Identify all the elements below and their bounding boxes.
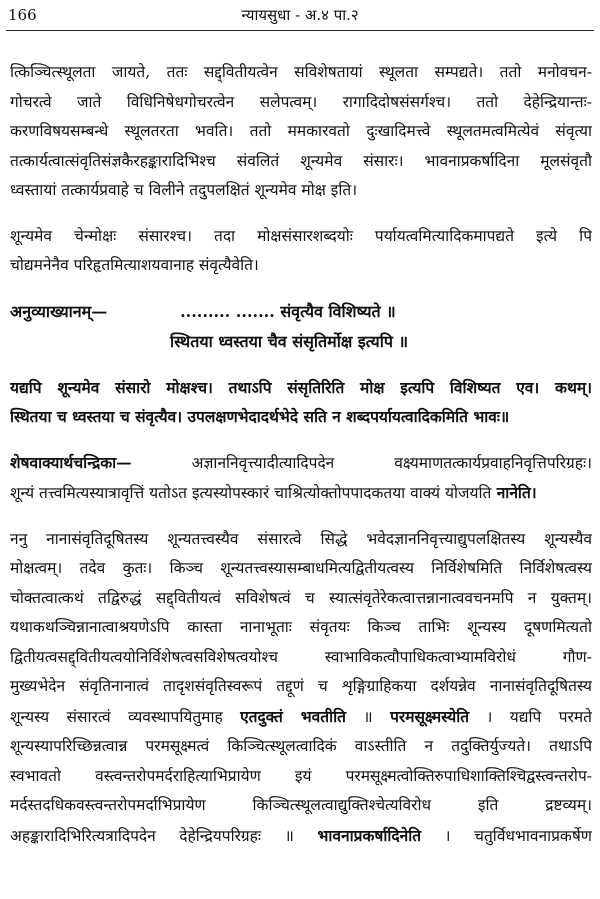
text-line: गोचरत्वे जाते विधिनिषेधगोचरत्वेन सलेपत्वम्। रागादिदोषसंसर्गश्च। ततो देहेन्द्रियान्तः- <box>10 92 592 111</box>
text-line: चोक्तत्वात्कथं तद्विरुद्धं सद्द्वितीयत्वं सविशेषत्वं च स्यात्संवृतेरेकत्वात्तन्नानात्ववचनमपि न युक्तम्। <box>10 588 592 607</box>
running-header <box>8 2 592 28</box>
text-span-bold: भावनाप्रकर्षादिनेति <box>317 825 422 845</box>
text-line: यथाकथञ्चिन्नानात्वाश्रयणेऽपि कास्ता नानाभूताः संवृतयः किञ्च ताभिः शून्यस्य दूषणमित्यतो <box>10 618 592 636</box>
text-line <box>10 478 592 509</box>
text-line: ननु नानासंवृतिदूषितस्य शून्यतत्त्वस्यैव संसारत्वे सिद्धे भवेदज्ञाननिवृत्त्याद्युपलक्षितस्य शून्यस्यैव <box>10 529 592 548</box>
text-line: स्थितया च ध्वस्तया च संवृत्यैव। उपलक्षणभेदादर्थभेदे सति न शब्दपर्यायत्वादिकमिति भावः॥ <box>10 407 510 426</box>
text-span-bold: नानेति। <box>491 483 537 502</box>
page-number: 166 <box>8 6 37 24</box>
text-span-bold: एतदुक्तं भवतीति <box>240 706 346 726</box>
text-line: चोद्यमनेनैव परिहृतमित्याशयवानाह संवृत्यैवेति। <box>10 256 259 274</box>
text-line: करणविषयसम्बन्धे स्थूलतरता भवति। ततो ममकारवतो दुःखादिमत्त्वे स्थूलतमत्वमित्येवं संवृत्या <box>10 122 592 140</box>
running-title: न्यायसुधा - अ.४ पा.२ <box>241 6 359 24</box>
paragraph-explanation <box>10 373 592 432</box>
anuvyakhyana-verse <box>10 297 592 357</box>
text-span: शून्यं तत्त्वमित्यस्यात्रावृत्तिं यतोऽत इत्यस्योपस्कारं चाश्रित्योक्तोपपादकतया वाक्यं योजयति <box>10 484 492 502</box>
verse-label: अनुव्याख्यानम्— <box>10 301 108 321</box>
paragraph-commentary-1 <box>10 58 592 206</box>
paragraph-sheshavakyartha <box>10 448 592 509</box>
text-line: मुख्यभेदेन संवृतिनानात्वं तादृशसंवृतिस्वरूपं तद्दूणं च शृङ्गिग्राहिकया दर्शयन्नेव नानासंवृतिदूषितस्य <box>10 677 592 695</box>
paragraph-commentary-2 <box>10 525 592 852</box>
text-line: शून्यमेव चेन्मोक्षः संसारश्च। तदा मोक्षसंसारशब्दयोः पर्यायत्वमित्यादिकमापद्यते इत्ये पि <box>10 226 592 245</box>
verse-line-1: ......... ....... संवृत्यैव विशिष्यते ॥ <box>180 301 396 321</box>
verse-row-1 <box>10 297 592 327</box>
text-line: मर्दस्तदधिकवस्त्वन्तरोपमर्दाभिप्रायेण किञ्चित्स्थूलत्वाद्युक्तिश्चेत्यविरोध इति द्रष्टव्यम्। <box>10 796 592 814</box>
text-line <box>10 821 592 852</box>
text-span: । यद्यपि परमते <box>469 707 592 726</box>
text-line: मोक्षत्वम्। तदेव कुतः। किञ्च शून्यतत्त्वस्यासम्बाधमित्यद्वितीयत्वस्य निर्विशेषमिति निर्विशेषत्वस्य <box>10 559 592 577</box>
text-line: शून्यस्यापरिच्छिन्नत्वान्न परमसूक्ष्मत्वं किञ्चित्स्थूलत्वादिकं वाऽस्तीति न तदुक्तिर्युज्यते। तथाऽपि <box>10 737 592 755</box>
text-span-bold: परमसूक्ष्मस्येति <box>390 706 470 726</box>
text-line: स्वभावतो वस्त्वन्तरोपमर्दराहित्याभिप्रायेण इयं परमसूक्ष्मत्वोक्तिरुपाधिशाक्तिश्चिद्वस्त्वन्तरोप- <box>10 766 592 785</box>
text-line <box>10 448 592 479</box>
text-line: त्किञ्चित्स्थूलता जायते, ततः सद्द्वितीयत्वेन सविशेषतायां स्थूलता सम्पद्यते। ततो मनोवचन- <box>10 63 592 81</box>
text-line: ध्वस्तायां तत्कार्यप्रवाहे च विलीने तदुपलक्षितं शून्यमेव मोक्ष इति। <box>10 181 358 199</box>
text-span: अज्ञाननिवृत्त्यादीत्यादिपदेन वक्ष्यमाणतत्कार्यप्रवाहनिवृत्तिपरिग्रहः। <box>131 453 592 472</box>
paragraph-objection <box>10 222 592 281</box>
text-line <box>10 702 592 733</box>
text-line: तत्कार्यत्वात्संवृतिसंज्ञकैरहङ्कारादिभिश्च संवलितं शून्यमेव संसारः। भावनाप्रकर्षादिना मूलसंवृतौ <box>10 151 592 170</box>
text-line: द्वितीयत्वसद्द्वितीयत्वयोनिर्विशेषत्वसविशेषत्वयोश्च स्वाभाविकत्वौपाधिकत्वाभ्यामविरोधं गौण- <box>10 647 592 666</box>
text-span: शून्यस्य संसारत्वं व्यवस्थापयितुमाह <box>10 707 241 726</box>
text-span: अहङ्कारादिभिरित्यत्रादिपदेन देहेन्द्रियपरिग्रहः ॥ <box>10 826 318 845</box>
header-rule <box>6 30 594 31</box>
text-line: यद्यपि शून्यमेव संसारो मोक्षश्च। तथाऽपि संसृतिरिति मोक्ष इत्यपि विशिष्यत एव। कथम्। <box>10 377 592 397</box>
commentary-label: शेषवाक्यार्थचन्द्रिका— <box>10 452 132 472</box>
text-span: ॥ <box>346 707 391 726</box>
verse-line-2: स्थितया ध्वस्तया चैव संसृतिर्मोक्ष इत्यपि ॥ <box>170 331 409 351</box>
page-body <box>10 58 592 867</box>
text-span: । चतुर्विधभावनाप्रकर्षेण <box>421 826 592 845</box>
